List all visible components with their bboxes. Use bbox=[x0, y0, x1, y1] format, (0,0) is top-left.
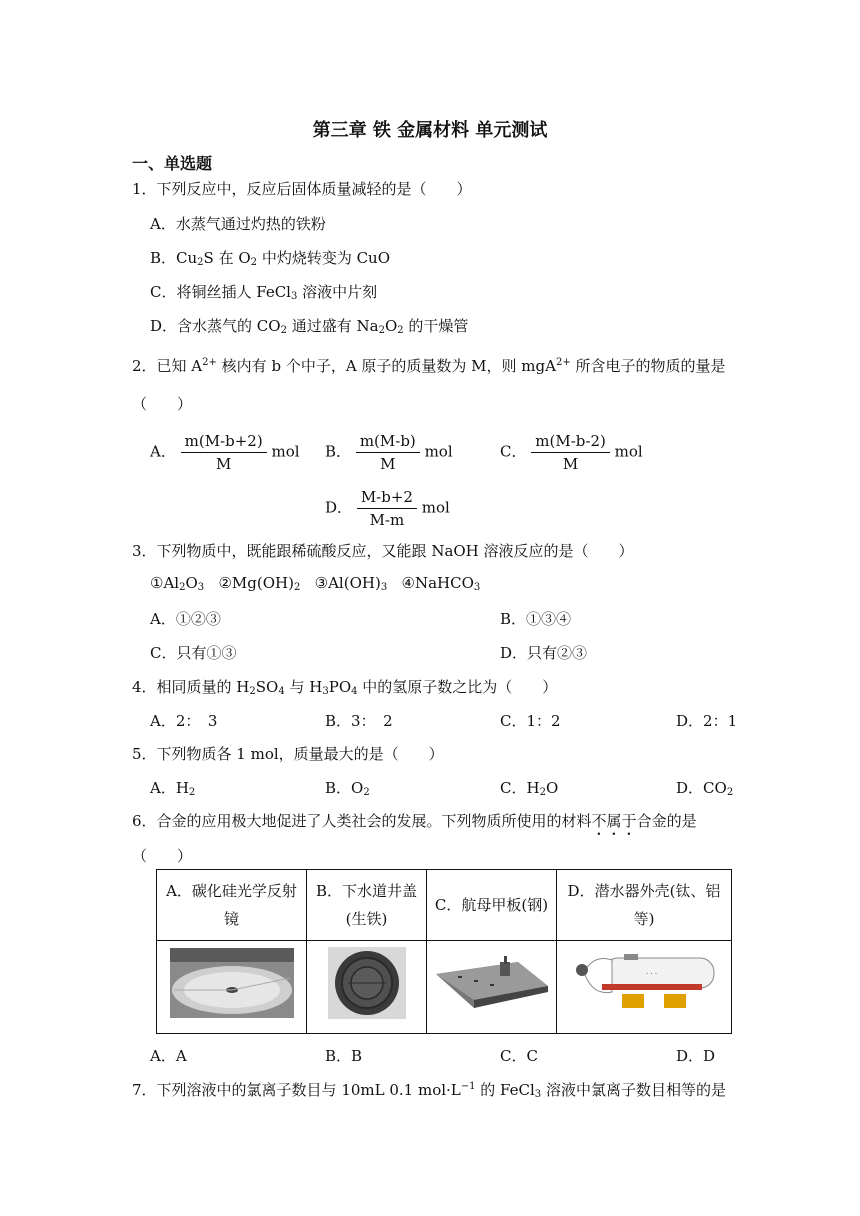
q6-option-a: A．A bbox=[150, 1047, 187, 1065]
manhole-cover-image bbox=[328, 947, 406, 1019]
q5-option-b: B．$O_2$ bbox=[325, 779, 370, 798]
q6-table bbox=[156, 869, 732, 1034]
q2-option-c: C． $\frac{m(M-b-2)}{M}$ mol bbox=[500, 432, 643, 473]
q3-substance-4: ④NaHCO$_3$ bbox=[401, 574, 481, 593]
question-3-stem: 3．下列物质中，既能跟稀硫酸反应，又能跟 NaOH 溶液反应的是（ ） bbox=[132, 542, 634, 560]
q6-header-d: D．潜水器外壳(钛、铝等) bbox=[557, 870, 732, 941]
q6-cell-c-image bbox=[427, 941, 557, 1034]
question-2-stem: 2．已知 $A^{2+}$ 核内有 b 个中子，A 原子的质量数为 M，则 mgA$^{2+}$ 所含电子的物质的量是 bbox=[132, 357, 726, 375]
q6-cell-a-image bbox=[157, 941, 307, 1034]
q6-option-c: C．C bbox=[500, 1047, 538, 1065]
q6-option-d: D．D bbox=[676, 1047, 716, 1065]
q1-option-c: C．将铜丝插人 FeCl$_3$ 溶液中片刻 bbox=[150, 283, 378, 302]
question-1-stem: 1．下列反应中，反应后固体质量减轻的是（ ） bbox=[132, 180, 472, 198]
reflector-mirror-image bbox=[170, 948, 294, 1018]
q1-option-a: A．水蒸气通过灼热的铁粉 bbox=[150, 215, 326, 233]
q3-substance-3: $③Al(OH)_3$ bbox=[314, 574, 388, 593]
submersible-image bbox=[564, 950, 724, 1016]
q1-option-b: B．$Cu_2S$ 在 $O_2$ 中灼烧转变为 CuO bbox=[150, 249, 391, 268]
q3-option-d: D．只有②③ bbox=[500, 644, 588, 662]
q2-option-a: A． $\frac{m(M-b+2)}{M}$ mol bbox=[150, 432, 300, 473]
q5-option-d: D．$CO_2$ bbox=[676, 779, 734, 798]
q6-cell-d-image bbox=[557, 941, 732, 1034]
question-2-paren: （ ） bbox=[132, 395, 193, 413]
q3-substance-2: $②Mg(OH)_2$ bbox=[218, 574, 301, 593]
question-7-stem: 7．下列溶液中的氯离子数目与 10mL 0.1 $mol\cdot L^{-1}$ 的 FeCl$_3$ 溶液中氯离子数目相等的是 bbox=[132, 1081, 726, 1100]
q3-option-c: C．只有①③ bbox=[150, 644, 237, 662]
q6-option-b: B．B bbox=[325, 1047, 363, 1065]
q6-emphasis: 不属于 bbox=[591, 812, 637, 830]
q5-option-a: A．$H_2$ bbox=[150, 779, 196, 798]
svg-text:· · ·: · · · bbox=[646, 969, 658, 978]
section-heading: 一、单选题 bbox=[132, 154, 213, 173]
q4-option-a: A．2： 3 bbox=[150, 712, 218, 730]
q3-option-a: A．①②③ bbox=[150, 610, 221, 628]
q3-substance-list bbox=[150, 574, 480, 593]
q2-option-b: B． $\frac{m(M-b)}{M}$ mol bbox=[325, 432, 453, 473]
q6-header-c: C．航母甲板(钢) bbox=[427, 870, 557, 941]
question-4-stem: 4．相同质量的 $H_2SO_4$ 与 $H_3PO_4$ 中的氢原子数之比为（ ） bbox=[132, 678, 558, 697]
q4-option-c: C．1：2 bbox=[500, 712, 561, 730]
q6-header-b: B．下水道井盖(生铁) bbox=[307, 870, 427, 941]
question-5-stem: 5．下列物质各 1 mol，质量最大的是（ ） bbox=[132, 745, 444, 763]
q3-option-b: B．①③④ bbox=[500, 610, 572, 628]
q4-option-b: B．3： 2 bbox=[325, 712, 393, 730]
question-6-stem: 6．合金的应用极大地促进了人类社会的发展。下列物质所使用的材料不属于合金的是 bbox=[132, 812, 697, 830]
page-title: 第三章 铁 金属材料 单元测试 bbox=[312, 120, 548, 141]
question-6-paren: （ ） bbox=[132, 847, 193, 865]
q4-option-d: D．2：1 bbox=[676, 712, 738, 730]
aircraft-carrier-image bbox=[434, 952, 550, 1014]
q5-option-c: C．$H_2O$ bbox=[500, 779, 559, 798]
q2-option-d: D． $\frac{M-b+2}{M-m}$ mol bbox=[325, 488, 450, 529]
q6-header-a: A．碳化硅光学反射镜 bbox=[157, 870, 307, 941]
q6-cell-b-image bbox=[307, 941, 427, 1034]
q1-option-d: D．含水蒸气的 $CO_2$ 通过盛有 $Na_2O_2$ 的干燥管 bbox=[150, 317, 469, 336]
q3-substance-1: $①Al_2O_3$ bbox=[150, 574, 205, 593]
